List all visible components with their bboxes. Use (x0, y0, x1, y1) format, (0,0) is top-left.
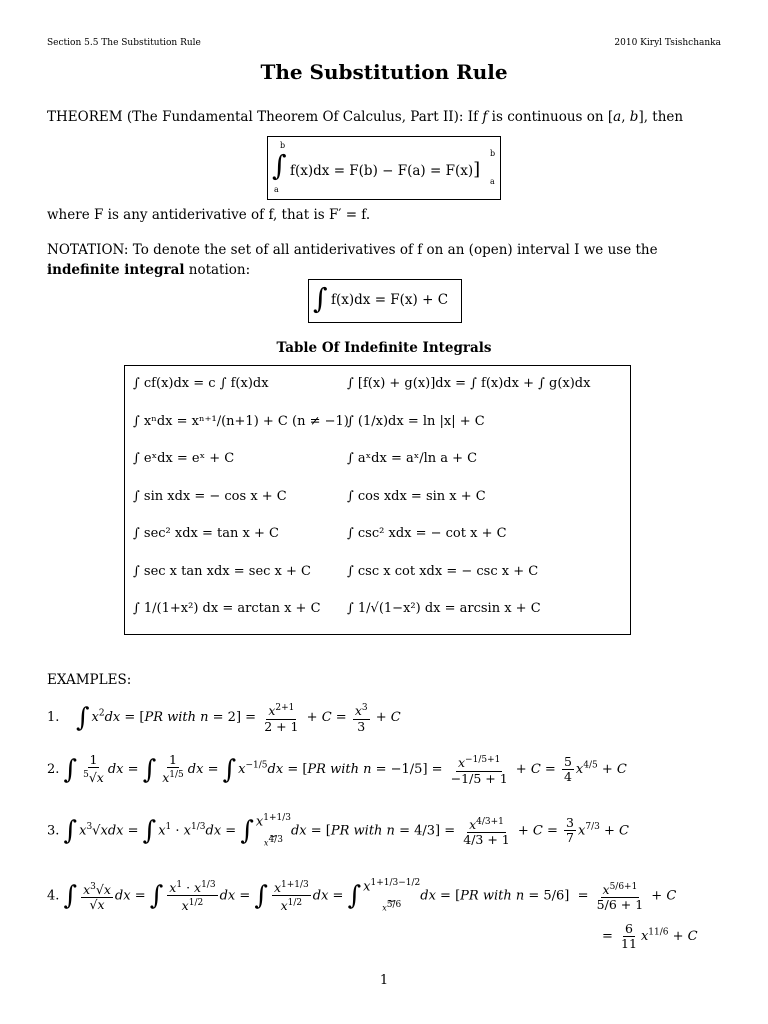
notation-formula: f(x)dx = F(x) + C (331, 292, 449, 308)
table-cell: ∫ eˣdx = eˣ + C (133, 451, 235, 466)
table-cell: ∫ 1/√(1−x²) dx = arcsin x + C (347, 601, 541, 616)
theorem-text: THEOREM (The Fundamental Theorem Of Calculus, Part II): If f is continuous on [a, b], then (47, 109, 684, 125)
table-cell: ∫ cf(x)dx = c ∫ f(x)dx (133, 376, 269, 391)
theorem-after: where F is any antiderivative of f, that is F′ = f. (47, 207, 371, 223)
table-cell: ∫ (1/x)dx = ln |x| + C (347, 413, 485, 429)
table-title: Table Of Indefinite Integrals (276, 340, 492, 356)
header-left: Section 5.5 The Substitution Rule (47, 38, 201, 48)
table-cell: ∫ csc x cot xdx = − csc x + C (347, 563, 539, 579)
example-2: 2. ∫ $\frac{1}{^5√x}$ dx = ∫ $\frac{1}{x^{1/5}}$ dx = ∫ $x^{-1/5}dx = [PR$ with n = −1/5] = $\frac{x^{-1/5+1}}{-1/5 + 1}$ + C = $\frac{5}{4}$ $x^{4/5} + C$ (47, 752, 627, 786)
table-cell: ∫ cos xdx = sin x + C (347, 488, 486, 504)
header-right: 2010 Kiryl Tsishchanka (614, 38, 721, 48)
integral-sign: ∫ (272, 149, 287, 182)
table-cell: ∫ csc² xdx = − cot x + C (347, 526, 507, 541)
page-number: 1 (379, 973, 389, 988)
example-3: 3. ∫ $x^3√xdx$ = ∫ $x^1 \cdot x^{1/3}dx$ = ∫ $x^{1+1/3}$ ⏟ $x^{4/3}$ dx = [PR with n = 4/3] = $\frac{x^{4/3+1}}{4/3 + 1}$ + C = $\frac{3}{7}$ $x^{7/3} + C$ (47, 813, 629, 848)
ftc-formula: f(x)dx = F(b) − F(a) = F(x)] (290, 159, 481, 180)
example-1: 1. ∫ $x^2dx = [PR$ with n = 2] = $\frac{x^{2+1}}{2 + 1}$ + C = $\frac{x^3}{3}$ + C (47, 703, 401, 734)
notation-text: NOTATION: To denote the set of all antiderivatives of f on an (open) interval I we use the indefinite integral notation: (47, 242, 658, 278)
table-cell: ∫ sec² xdx = tan x + C (133, 526, 279, 541)
table-cell: ∫ 1/(1+x²) dx = arctan x + C (133, 601, 321, 616)
table-cell: ∫ [f(x) + g(x)]dx = ∫ f(x)dx + ∫ g(x)dx (347, 376, 591, 391)
examples-heading: EXAMPLES: (47, 672, 132, 688)
lower-limit: a (274, 185, 279, 194)
integral-table (124, 365, 631, 635)
table-cell: ∫ xⁿdx = xⁿ⁺¹/(n+1) + C (n ≠ −1) (133, 413, 349, 429)
example-4: 4. ∫ $\frac{x^3√x}{√x}$ dx = ∫ $\frac{x^1 \cdot x^{1/3}}{x^{1/2}}$ dx = ∫ $\frac{x^{1+1/3}}{x^{1/2}}$ dx = ∫ $x^{1+1/3-1/2}$ ⏟ $x^{5/6}$ dx = [PR with n = 5/6] = $\frac{x^{5/6+1}}{5/6 + 1}$ + C (47, 878, 677, 914)
example-4-result: = $\frac{6}{11}$ $x^{11/6} + C$ (602, 921, 698, 951)
table-cell: ∫ sin xdx = − cos x + C (133, 488, 287, 504)
notation-formula-box (308, 279, 462, 323)
theorem-formula-box: b ∫ a f(x)dx = F(b) − F(a) = F(x)] b a (267, 136, 501, 200)
table-cell: ∫ aˣdx = aˣ/ln a + C (347, 451, 478, 466)
page-title: The Substitution Rule (260, 60, 508, 84)
upper-limit: b (280, 141, 286, 150)
table-cell: ∫ sec x tan xdx = sec x + C (133, 563, 311, 579)
integral-sign: ∫ (313, 282, 328, 315)
